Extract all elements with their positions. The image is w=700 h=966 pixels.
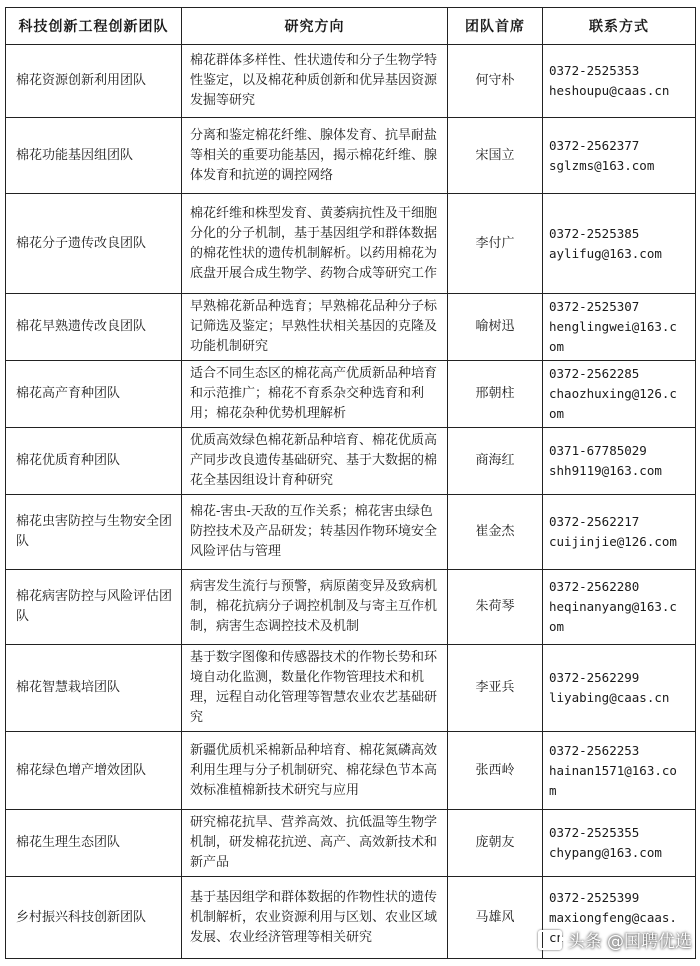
team-chief: 马雄风 [448,877,543,959]
research-direction: 病害发生流行与预警，病原菌变异及致病机制，棉花抗病分子调控机制及与寄主互作机制，病害生态调控技术及机制 [182,570,448,645]
contact-phone: 0372-2525385 [549,225,640,241]
contact-email: chypang@163.com [549,845,662,860]
research-direction: 优质高效绿色棉花新品种培育、棉花优质高产同步改良遗传基础研究、基于大数据的棉花全基因组设计育种研究 [182,428,448,495]
contact-info [543,495,696,570]
team-name: 棉花绿色增产增效团队 [6,732,182,810]
team-chief: 张西岭 [448,732,543,810]
team-chief: 李付广 [448,194,543,294]
header-team: 科技创新工程创新团队 [6,8,182,45]
research-direction: 早熟棉花新品种选育；早熟棉花品种分子标记筛选及鉴定；早熟性状相关基因的克隆及功能机制研究 [182,294,448,361]
header-row [6,8,696,45]
team-chief: 喻树迅 [448,294,543,361]
research-direction: 适合不同生态区的棉花高产优质新品种培育和示范推广；棉花不育系杂交种选育和利用；棉花杂种优势机理解析 [182,361,448,428]
video-icon [538,930,562,950]
table-row [6,570,696,645]
header-chief: 团队首席 [448,8,543,45]
table-row [6,810,696,877]
table-row [6,294,696,361]
team-chief: 宋国立 [448,118,543,194]
contact-email: chaozhuxing@126.c om [549,386,677,421]
research-direction: 新疆优质机采棉新品种培育、棉花氮磷高效利用生理与分子机制研究、棉花绿色节本高效标准植棉新技术研究与应用 [182,732,448,810]
team-name: 棉花优质育种团队 [6,428,182,495]
contact-email: henglingwei@163.c om [549,319,677,354]
contact-email: heqinanyang@163.c om [549,599,677,634]
contact-email: liyabing@caas.cn [549,690,670,705]
research-direction: 研究棉花抗旱、营养高效、抗低温等生物学机制，研发棉花抗逆、高产、高效新技术和新产品 [182,810,448,877]
contact-info [543,645,696,732]
contact-email: shh9119@163.com [549,463,662,478]
contact-info [543,294,696,361]
research-direction: 棉花纤维和株型发育、黄萎病抗性及干细胞分化的分子机制，基于基因组学和群体数据的棉花性状的遗传机制解析。以药用棉花为底盘开展合成生物学、药物合成等研究工作 [182,194,448,294]
contact-info [543,361,696,428]
research-direction: 基于基因组学和群体数据的作物性状的遗传机制解析，农业资源利用与区划、农业区域发展、农业经济管理等相关研究 [182,877,448,959]
contact-email: hainan1571@163.co m [549,762,677,798]
table-row [6,495,696,570]
contact-info [543,194,696,294]
contact-phone: 0372-2562217 [549,514,640,529]
contact-phone: 0372-2562280 [549,579,640,594]
team-chief: 李亚兵 [448,645,543,732]
team-chief: 邢朝柱 [448,361,543,428]
watermark-text: 头条 @国聘优选 [567,932,692,952]
contact-phone: 0372-2562377 [549,137,640,153]
table-row [6,645,696,732]
team-chief: 商海红 [448,428,543,495]
contact-phone: 0372-2525307 [549,299,640,314]
table-row [6,118,696,194]
team-name: 乡村振兴科技创新团队 [6,877,182,959]
contact-info [543,810,696,877]
watermark [538,927,692,952]
contact-phone: 0372-2562285 [549,366,640,381]
team-name: 棉花高产育种团队 [6,361,182,428]
teams-table [5,7,696,959]
contact-phone: 0372-2525355 [549,825,640,840]
contact-email: maxiongfeng@caas. cn [549,909,677,945]
contact-email: heshoupu@caas.cn [549,83,670,98]
contact-email: aylifug@163.com [549,245,662,261]
table-row [6,732,696,810]
contact-phone: 0372-2525399 [549,889,640,905]
team-name: 棉花早熟遗传改良团队 [6,294,182,361]
team-name: 棉花生理生态团队 [6,810,182,877]
contact-phone: 0372-2562253 [549,742,640,758]
header-direction: 研究方向 [182,8,448,45]
contact-info [543,45,696,118]
team-name: 棉花分子遗传改良团队 [6,194,182,294]
table-row [6,45,696,118]
team-chief: 何守朴 [448,45,543,118]
contact-email: sglzms@163.com [549,157,655,173]
contact-email: cuijinjie@126.com [549,534,677,549]
team-chief: 朱荷琴 [448,570,543,645]
table-row [6,361,696,428]
research-direction: 分离和鉴定棉花纤维、腺体发育、抗旱耐盐等相关的重要功能基因，揭示棉花纤维、腺体发育和抗逆的调控网络 [182,118,448,194]
team-name: 棉花病害防控与风险评估团队 [6,570,182,645]
team-name: 棉花智慧栽培团队 [6,645,182,732]
contact-phone: 0371-67785029 [549,443,647,458]
header-contact: 联系方式 [543,8,696,45]
contact-phone: 0372-2562299 [549,670,640,685]
research-direction: 棉花-害虫-天敌的互作关系；棉花害虫绿色防控技术及产品研发；转基因作物环境安全风险评估与管理 [182,495,448,570]
team-name: 棉花资源创新利用团队 [6,45,182,118]
team-name: 棉花虫害防控与生物安全团队 [6,495,182,570]
contact-info [543,570,696,645]
contact-info [543,428,696,495]
contact-phone: 0372-2525353 [549,63,640,78]
contact-info [543,732,696,810]
research-direction: 棉花群体多样性、性状遗传和分子生物学特性鉴定，以及棉花种质创新和优异基因资源发掘等研究 [182,45,448,118]
team-chief: 崔金杰 [448,495,543,570]
table-row [6,428,696,495]
team-chief: 庞朝友 [448,810,543,877]
contact-info [543,118,696,194]
table-row [6,194,696,294]
research-direction: 基于数字图像和传感器技术的作物长势和环境自动化监测，数量化作物管理技术和机理，远程自动化管理等智慧农业农艺基础研究 [182,645,448,732]
team-name: 棉花功能基因组团队 [6,118,182,194]
